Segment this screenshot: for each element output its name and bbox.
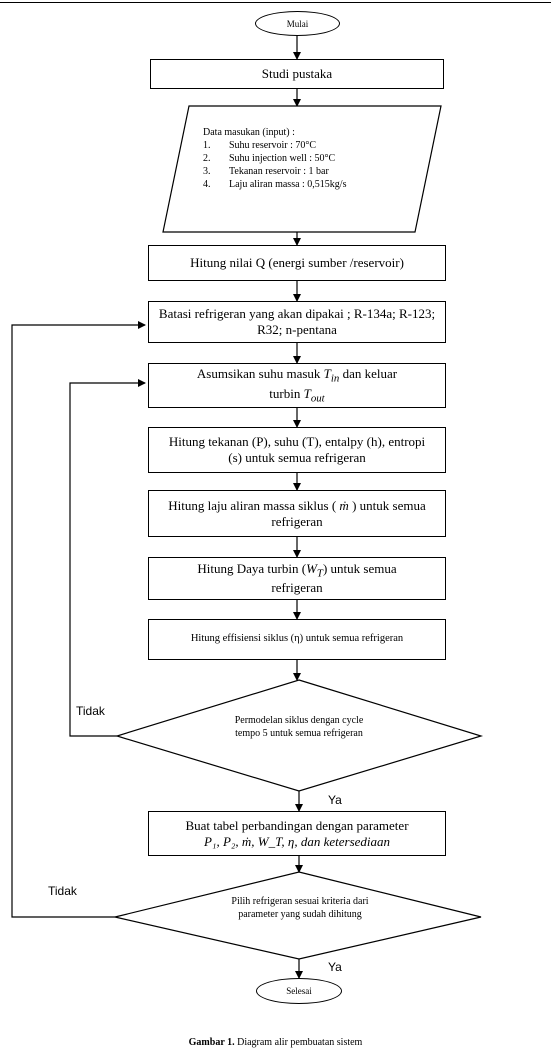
- end-terminal: [256, 978, 342, 1004]
- ya-label-2: Ya: [328, 960, 342, 974]
- input-item: 1. Suhu reservoir : 70°C: [203, 140, 317, 151]
- figure-caption: [0, 1037, 551, 1048]
- permodelan-label: Permodelan siklus dengan cycle tempo 5 untuk semua refrigeran: [234, 715, 364, 739]
- asumsi-box: [148, 363, 446, 408]
- input-item: 2. Suhu injection well : 50°C: [203, 153, 336, 164]
- laju-label: Hitung laju aliran massa siklus ( ṁ ) untuk semua refrigeran: [168, 497, 426, 529]
- input-list: [203, 139, 423, 191]
- daya-box: [148, 557, 446, 600]
- loop-tidak-asumsi: [70, 383, 145, 736]
- hitung-q-label: Hitung nilai Q (energi sumber /reservoir): [190, 255, 404, 271]
- tidak-label-2: Tidak: [48, 884, 77, 898]
- start-terminal: [255, 11, 340, 36]
- batasi-label: Batasi refrigeran yang akan dipakai ; R-134a; R-123; R32; n-pentana: [158, 306, 436, 337]
- ya-label-1: Ya: [328, 793, 342, 807]
- end-label: Selesai: [286, 986, 312, 996]
- tabel-box: [148, 811, 446, 856]
- tabel-line2: P₁, P₂, ṁ, W_T, η, dan ketersediaan: [203, 833, 391, 849]
- tekanan-box: [148, 427, 446, 473]
- start-label: Mulai: [286, 18, 309, 29]
- hitung-q-box: [148, 245, 446, 281]
- input-item: 4. Laju aliran massa : 0,515kg/s: [203, 179, 347, 190]
- tabel-line1: Buat tabel perbandingan dengan parameter: [185, 817, 409, 833]
- caption-text: Diagram alir pembuatan sistem: [234, 1037, 363, 1048]
- laju-box: [148, 490, 446, 537]
- input-content: [203, 126, 423, 191]
- caption-number: Gambar 1.: [188, 1037, 235, 1048]
- tekanan-label: Hitung tekanan (P), suhu (T), entalpy (h), entropi (s) untuk semua refrigeran: [168, 434, 426, 465]
- daya-label: Hitung Daya turbin $(W_T)$ untuk semua refrigeran: [197, 560, 397, 596]
- input-title: Data masukan (input) :: [203, 127, 295, 138]
- studi-label: Studi pustaka: [261, 66, 333, 82]
- batasi-box: [148, 301, 446, 343]
- tidak-label-1: Tidak: [76, 704, 105, 718]
- loop-tidak-batasi: [12, 325, 145, 917]
- studi-box: [150, 59, 444, 89]
- pilih-label: Pilih refrigeran sesuai kriteria dari parameter yang sudah dihitung: [231, 896, 369, 920]
- effisiensi-label: Hitung effisiensi siklus (η) untuk semua refrigeran: [190, 633, 404, 645]
- input-item: 3. Tekanan reservoir : 1 bar: [203, 166, 329, 177]
- effisiensi-box: [148, 619, 446, 660]
- asumsi-label: Asumsikan suhu masuk $T_{in}$ dan keluar turbin $T_{out}$: [196, 365, 398, 405]
